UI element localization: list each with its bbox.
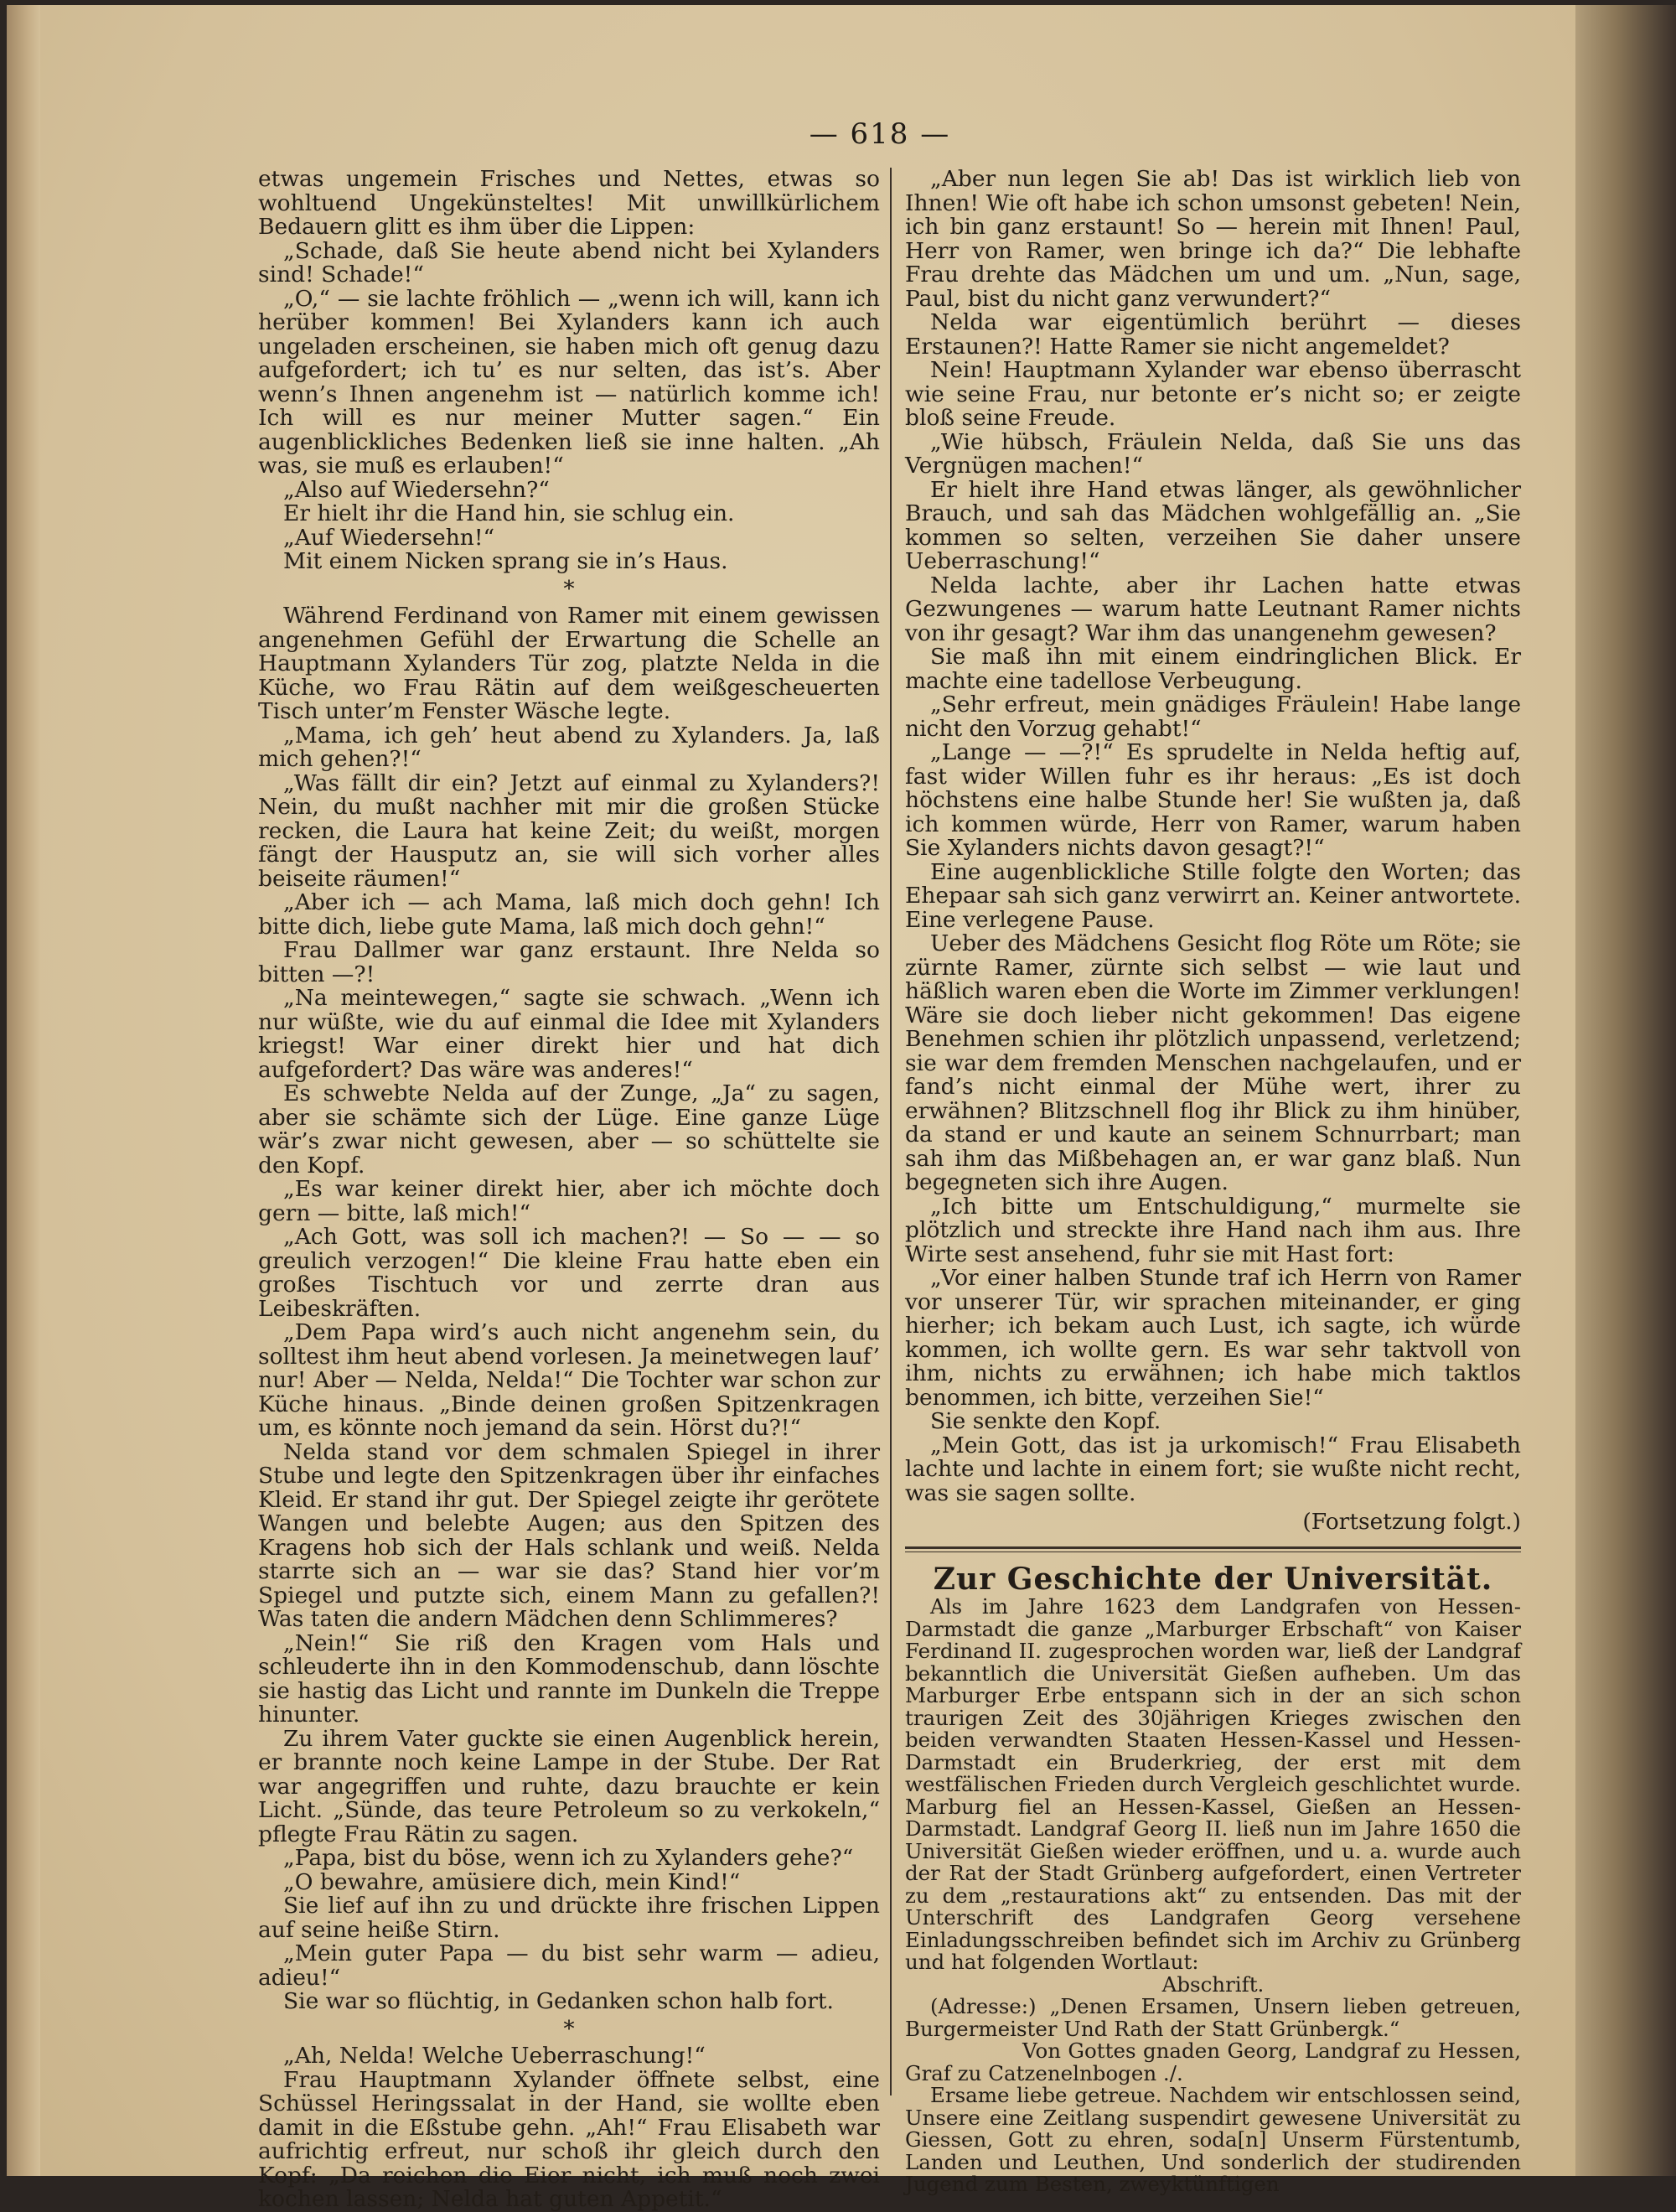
paragraph: „Schade, daß Sie heute abend nicht bei Xylanders sind! Schade!“ [258, 237, 880, 288]
paragraph: „Ach Gott, was soll ich machen?! — So — — so greulich verzogen!“ Die kleine Frau hatte eben ein großes Tischtuch vor und zerrte dran aus Leibeskräften. [258, 1224, 880, 1322]
paragraph: Er hielt ihr die Hand hin, sie schlug ein. [283, 500, 735, 526]
paragraph: „Es war keiner direkt hier, aber ich möchte doch gern — bitte, laß mich!“ [258, 1176, 880, 1226]
paragraph: Frau Dallmer war ganz erstaunt. Ihre Nelda so bitten —?! [258, 937, 880, 987]
paragraph: Eine augenblickliche Stille folgte den Worten; das Ehepaar sah sich ganz verwirrt an. Keiner antwortete. Eine verlegene Pause. [905, 858, 1521, 933]
paragraph: „Auf Wiedersehn!“ [283, 524, 495, 551]
paragraph: Zu ihrem Vater guckte sie einen Augenblick herein, er brannte noch keine Lampe in der Stube. Der Rat war angegriffen und ruhte, dazu brauchte er kein Licht. „Sünde, das teure Petroleum so zu verkokeln,“ pflegte Frau Rätin zu sagen. [258, 1725, 880, 1847]
paragraph: „Sehr erfreut, mein gnädiges Fräulein! Habe lange nicht den Vorzug gehabt!“ [905, 692, 1521, 742]
paragraph: „Aber ich — ach Mama, laß mich doch gehn! Ich bitte dich, liebe gute Mama, laß mich doch gehn!“ [258, 889, 880, 940]
paragraph: „Was fällt dir ein? Jetzt auf einmal zu Xylanders?! Nein, du mußt nachher mit mir die großen Stücke recken, die Laura hat keine Zeit; du weißt, morgen fängt der Hausputz an, sie will sich vorher alles beiseite räumen!“ [258, 769, 880, 892]
paragraph: Nein! Hauptmann Xylander war ebenso überrascht wie seine Frau, nur betonte er’s nicht so; er zeigte bloß seine Freude. [905, 357, 1521, 431]
book-spine [7, 5, 40, 2176]
paragraph: „Nein!“ Sie riß den Kragen vom Hals und schleuderte ihn in den Kommodenschub, dann löschte sie hastig das Licht und rannte im Dunkeln die Treppe hinunter. [258, 1629, 880, 1728]
paragraph: „Also auf Wiedersehn?“ [283, 476, 550, 503]
paragraph: „Aber nun legen Sie ab! Das ist wirklich lieb von Ihnen! Wie oft habe ich schon umsonst gebeten! Nein, ich bin ganz erstaunt! So — herein mit Ihnen! Paul, Herr von Ramer, wen bringe ich da?“ Die lebhafte Frau drehte das Mädchen um und um. „Nun, sage, Paul, bist du nicht ganz verwundert?“ [905, 166, 1521, 312]
paragraph: Ersame liebe getreue. Nachdem wir entschlossen seind, Unsere eine Zeitlang suspendirt gewesene Universität zu Giessen, Gott zu ehren, soda[n] Unserm Fürstentumb, Landen und Leuthen, Und sonderlich der studirenden Jugend zum Besten, zweyktünftigen [905, 2083, 1521, 2196]
paragraph: „Vor einer halben Stunde traf ich Herrn von Ramer vor unserer Tür, wir sprachen miteinander, er ging hierher; ich bekam auch Lust, ich sagte, ich würde kommen, ich wollte gern. Es war sehr taktvoll von ihm, nichts zu erwähnen; ich habe mich taktlos benommen, ich bitte, verzeihen Sie!“ [905, 1265, 1521, 1411]
section-break: * [563, 575, 575, 602]
paragraph: Mit einem Nicken sprang sie in’s Haus. [283, 548, 728, 574]
paragraph: Ueber des Mädchens Gesicht flog Röte um Röte; sie zürnte Ramer, zürnte sich selbst — wie laut und häßlich waren eben die Worte im Zimmer verklungen! Wäre sie doch lieber nicht gekommen! Das eigene Benehmen schien ihr plötzlich unpassend, verletzend; sie war dem fremden Menschen nachgelaufen, und er fand’s nicht einmal der Mühe wert, ihrer zu erwähnen? Blitzschnell flog ihr Blick zu ihm hinüber, da stand er und kaute an seinem Schnurrbart; man sah ihm das Mißbehagen an, er war ganz blaß. Nun begegneten sich ihre Augen. [905, 930, 1521, 1195]
paragraph: Während Ferdinand von Ramer mit einem gewissen angenehmen Gefühl der Erwartung die Schelle an Hauptmann Xylanders Tür zog, platzte Nelda in die Küche, wo Frau Rätin auf dem weißgescheuerten Tisch unter’m Fenster Wäsche legte. [258, 603, 880, 724]
paragraph: „Wie hübsch, Fräulein Nelda, daß Sie uns das Vergnügen machen!“ [905, 428, 1521, 479]
paragraph: Sie war so flüchtig, in Gedanken schon halb fort. [283, 1988, 834, 2014]
section-break: * [563, 2015, 575, 2042]
paragraph: „O bewahre, amüsiere dich, mein Kind!“ [283, 1868, 741, 1895]
paragraph: Als im Jahre 1623 dem Landgrafen von Hessen-Darmstadt die ganze „Marburger Erbschaft“ von Kaiser Ferdinand II. zugesprochen worden war, ließ der Landgraf bekanntlich die Universität Gießen aufheben. Um das Marburger Erbe entspann sich in der an sich schon traurigen Zeit des 30jährigen Krieges zwischen den beiden verwandten Staaten Hessen-Kassel und Hessen-Darmstadt ein Bruderkrieg, der erst mit dem westfälischen Frieden durch Vergleich geschlichtet wurde. Marburg fiel an Hessen-Kassel, Gießen an Hessen-Darmstadt. Landgraf Georg II. ließ nun im Jahre 1650 die Universität Gießen wieder eröffnen, und u. a. wurde auch der Rat der Stadt Grünberg aufgefordert, einen Vertreter zu dem „restaurations akt“ zu entsenden. Das mit der Unterschrift des Landgrafen Georg versehene Einladungsschreiben befindet sich im Archiv zu Grünberg und hat folgenden Wortlaut: [905, 1594, 1521, 1974]
paragraph: Nelda war eigentümlich berührt — dieses Erstaunen?! Hatte Ramer sie nicht angemeldet? [905, 309, 1521, 360]
page-edge [1575, 5, 1676, 2176]
paragraph: Es schwebte Nelda auf der Zunge, „Ja“ zu sagen, aber sie schämte sich der Lüge. Eine ganze Lüge wär’s zwar nicht gewesen, aber — so schüttelte sie den Kopf. [258, 1080, 880, 1179]
section-rule [905, 1546, 1521, 1552]
paragraph: „Papa, bist du böse, wenn ich zu Xylanders gehe?“ [283, 1845, 854, 1871]
right-column [905, 168, 1521, 2196]
paragraph: „Mein guter Papa — du bist sehr warm — adieu, adieu!“ [258, 1940, 880, 1991]
paragraph: „Na meintewegen,“ sagte sie schwach. „Wenn ich nur wüßte, wie du auf einmal die Idee mit Xylanders kriegst! War einer direkt hier und hat dich aufgefordert? Das wäre was anderes!“ [258, 985, 880, 1083]
paragraph: „O,“ — sie lachte fröhlich — „wenn ich will, kann ich herüber kommen! Bei Xylanders kann ich auch ungeladen erscheinen, sie haben mich oft genug dazu aufgefordert; ich tu’ es nur selten, das ist’s. Aber wenn’s Ihnen angenehm ist — natürlich komme ich! Ich will es nur meiner Mutter sagen.“ Ein augenblickliches Bedenken ließ sie inne halten. „Ah was, sie muß es erlauben!“ [258, 285, 880, 479]
page-number: — 618 — [809, 117, 951, 151]
paragraph: „Ah, Nelda! Welche Ueberraschung!“ [283, 2043, 706, 2069]
paragraph: Er hielt ihre Hand etwas länger, als gewöhnlicher Brauch, und sah das Mädchen wohlgefällig an. „Sie kommen so selten, verzeihen Sie daher unsere Ueberraschung!“ [905, 476, 1521, 574]
left-column [258, 168, 880, 2212]
section-heading: Zur Geschichte der Universität. [933, 1561, 1493, 1597]
paragraph: „Mein Gott, das ist ja urkomisch!“ Frau Elisabeth lachte und lachte in einem fort; sie wußte nicht recht, was sie sagen sollte. [905, 1432, 1521, 1506]
paragraph: Nelda stand vor dem schmalen Spiegel in ihrer Stube und legte den Spitzenkragen über ihr einfaches Kleid. Er stand ihr gut. Der Spiegel zeigte ihr gerötete Wangen und belebte Augen; aus den Spitzen des Kragens hob sich der Hals schlank und weiß. Nelda starrte sich an — war sie das? Stand hier vor’m Spiegel und putzte sich, einem Mann zu gefallen?! Was taten die andern Mädchen denn Schlimmeres? [258, 1438, 880, 1632]
paragraph: (Adresse:) „Denen Ersamen, Unsern lieben getreuen, Burgermeister Und Rath der Statt Grünbergk.“ [905, 1994, 1521, 2041]
document-caption: Abschrift. [1161, 1971, 1265, 1997]
paragraph: „Ich bitte um Entschuldigung,“ murmelte sie plötzlich und streckte ihre Hand nach ihm aus. Ihre Wirte sest ansehend, fuhr sie mit Hast fort: [905, 1193, 1521, 1267]
paragraph: Sie lief auf ihn zu und drückte ihre frischen Lippen auf seine heiße Stirn. [258, 1893, 880, 1943]
paragraph: Nelda lachte, aber ihr Lachen hatte etwas Gezwungenes — warum hatte Leutnant Ramer nichts von ihr gesagt? War ihm das unangenehm gewesen? [905, 572, 1521, 646]
paragraph: „Dem Papa wird’s auch nicht angenehm sein, du solltest ihm heut abend vorlesen. Ja meinetwegen lauf’ nur! Aber — Nelda, Nelda!“ Die Tochter war schon zur Küche hinaus. „Binde deinen großen Spitzenkragen um, es könnte noch jemand da sein. Hörst du?!“ [258, 1319, 880, 1441]
paragraph: Frau Hauptmann Xylander öffnete selbst, eine Schüssel Heringssalat in der Hand, sie wollte eben damit in die Eßstube gehn. „Ah!“ Frau Elisabeth war aufrichtig erfreut, nur schoß ihr gleich durch den Kopf: „Da reichen die Eier nicht, ich muß noch zwei kochen lassen; Nelda hat guten Appetit.“ [258, 2066, 880, 2212]
column-divider [890, 168, 892, 2095]
paragraph: „Lange — —?!“ Es sprudelte in Nelda heftig auf, fast wider Willen fuhr es ihr heraus: „Es ist doch höchstens eine halbe Stunde her! Sie wußten ja, daß ich kommen würde, Herr von Ramer, warum haben Sie Xylanders nichts davon gesagt?!“ [905, 739, 1521, 861]
paragraph: Sie maß ihn mit einem eindringlichen Blick. Er machte eine tadellose Verbeugung. [905, 644, 1521, 694]
paragraph: etwas ungemein Frisches und Nettes, etwas so wohltuend Ungekünsteltes! Mit unwillkürlichem Bedauern glitt es ihm über die Lippen: [258, 166, 880, 240]
signature-line: Von Gottes gnaden Georg, Landgraf zu Hessen, Graf zu Catzenelnbogen ./. [905, 2038, 1521, 2085]
paragraph: „Mama, ich geh’ heut abend zu Xylanders. Ja, laß mich gehen?!“ [258, 722, 880, 772]
paragraph: Sie senkte den Kopf. [930, 1408, 1161, 1434]
continuation-note: (Fortsetzung folgt.) [1302, 1509, 1521, 1535]
